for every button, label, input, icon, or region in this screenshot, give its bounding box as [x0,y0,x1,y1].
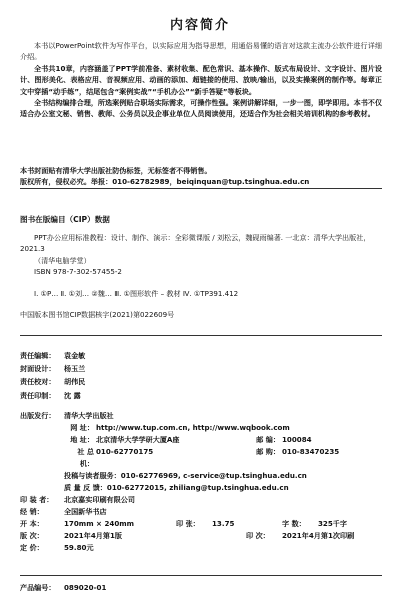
piracy-report-line: 版权所有，侵权必究。举报：010-62782989，beiqinquan@tup.tsinghua.edu.cn [20,177,310,187]
intro-paragraph: 本书以PowerPoint软件为写作平台，以实际应用为指导思想，用通俗易懂的语言对这款主流办公软件进行详细介绍。 [20,41,382,62]
intro-section [20,40,382,120]
staff-person: 沈 露 [64,390,81,400]
divider [20,188,382,189]
mail-order-label: 邮 购： [256,447,280,456]
product-code-label: 产品编号： [20,583,56,592]
printing-label: 印 次： [246,531,270,540]
staff-role: 封面设计： [20,364,56,374]
sheets-label: 印 张： [176,519,200,528]
cip-number: 中国版本图书馆CIP数据核字(2021)第022609号 [20,310,175,320]
website-value: http://www.tup.com.cn, http://www.wqbook.com [96,423,290,432]
publisher-value: 清华大学出版社 [64,411,114,420]
sheets-value: 13.75 [212,519,235,528]
edition-label: 版 次： [20,531,44,540]
reader-service-row [20,470,382,482]
distributor-row [20,506,382,518]
cip-block [20,232,382,320]
price-value: 59.80元 [64,543,94,552]
cip-series: （清华电脑学堂） [34,255,91,265]
publisher-row [20,410,382,422]
publication-info [20,410,382,554]
switchboard-row [20,446,382,470]
staff-row [20,375,85,388]
cip-heading: 图书在版编目（CIP）数据 [20,215,110,224]
intro-paragraph: 全书共10章，内容涵盖了PPT学前准备、素材收集、配色常识、基本操作、版式布局设计、文字设计、图片设计、图形美化、表格应用、音视频应用、动画的添加、超链接的使用、放映/输出，以及实操案例的制作等。每章正文中穿插“动手练”，结尾包含“案例实战”“手机办公”“新手答疑”等板块。 [20,63,382,96]
staff-row [20,349,85,362]
zip-value: 100084 [282,435,312,444]
website-row [20,422,382,434]
copyright-notice [20,165,382,188]
zip-label: 邮 编： [256,435,280,444]
cip-isbn: ISBN 978-7-302-57455-2 [34,267,122,277]
cip-description: PPT办公应用标准教程：设计、制作、演示：全彩微课版 / 刘松云，魏砚雨编著. 一北京：清华大学出版社，2021.3 [20,233,371,254]
price-label: 定 价： [20,543,44,552]
printer-label: 印 装 者： [20,495,54,504]
staff-role: 责任校对： [20,377,56,387]
address-value: 北京清华大学学研大厦A座 [96,435,180,444]
staff-row [20,362,85,375]
website-label: 网 址： [70,423,94,432]
format-row [20,518,382,530]
mail-order-value: 010-83470235 [282,447,340,456]
edition-row [20,530,382,542]
printing-value: 2021年4月第1次印刷 [282,531,355,540]
distributor-label: 经 销： [20,507,44,516]
staff-person: 杨玉兰 [64,364,86,374]
printer-value: 北京嘉实印刷有限公司 [64,495,135,504]
price-row [20,542,382,554]
staff-row [20,389,85,402]
staff-role: 责任编辑： [20,351,56,360]
switchboard-label: 社 总 机： [77,447,94,468]
page-title: 内容简介 [169,18,230,33]
staff-person: 胡伟民 [64,377,86,387]
format-label: 开 本： [20,519,44,528]
word-count-label: 字 数： [282,519,306,528]
switchboard-value: 010-62770175 [96,447,154,456]
edition-value: 2021年4月第1版 [64,531,122,540]
printer-row [20,494,382,506]
cip-classification: Ⅰ. ①P… Ⅱ. ①刘… ②魏… Ⅲ. ①图形软件 – 教材 Ⅳ. ①TP391.412 [34,288,239,298]
staff-person: 袁金敏 [64,351,86,360]
staff-role: 责任印制： [20,390,56,400]
divider [20,335,382,336]
divider [20,575,382,576]
distributor-value: 全国新华书店 [64,507,107,516]
word-count-value: 325千字 [318,519,347,528]
intro-paragraph: 全书结构编排合理，所选案例贴合职场实际需求，可操作性强。案例讲解详细，一步一图，即学即用。本书不仅适合办公室文秘、销售、教师、公务员以及企事业单位人员阅读使用，还适合作为社会相关培训机构的参考教材。 [20,98,382,119]
quality-feedback: 质 量 反 馈：010-62772015, zhiliang@tup.tsinghua.edu.cn [64,483,289,492]
address-row [20,434,382,446]
quality-feedback-row [20,482,382,494]
format-value: 170mm × 240mm [64,519,135,528]
address-label: 地 址： [70,435,94,444]
publisher-label: 出版发行： [20,411,56,420]
reader-service: 投稿与读者服务：010-62776969, c-service@tup.tsinghua.edu.cn [64,471,307,480]
anti-counterfeit-notice: 本书封面贴有清华大学出版社防伪标签，无标签者不得销售。 [20,166,212,175]
product-code-value: 089020-01 [64,583,107,592]
product-code [20,583,106,593]
staff-list [20,349,85,402]
